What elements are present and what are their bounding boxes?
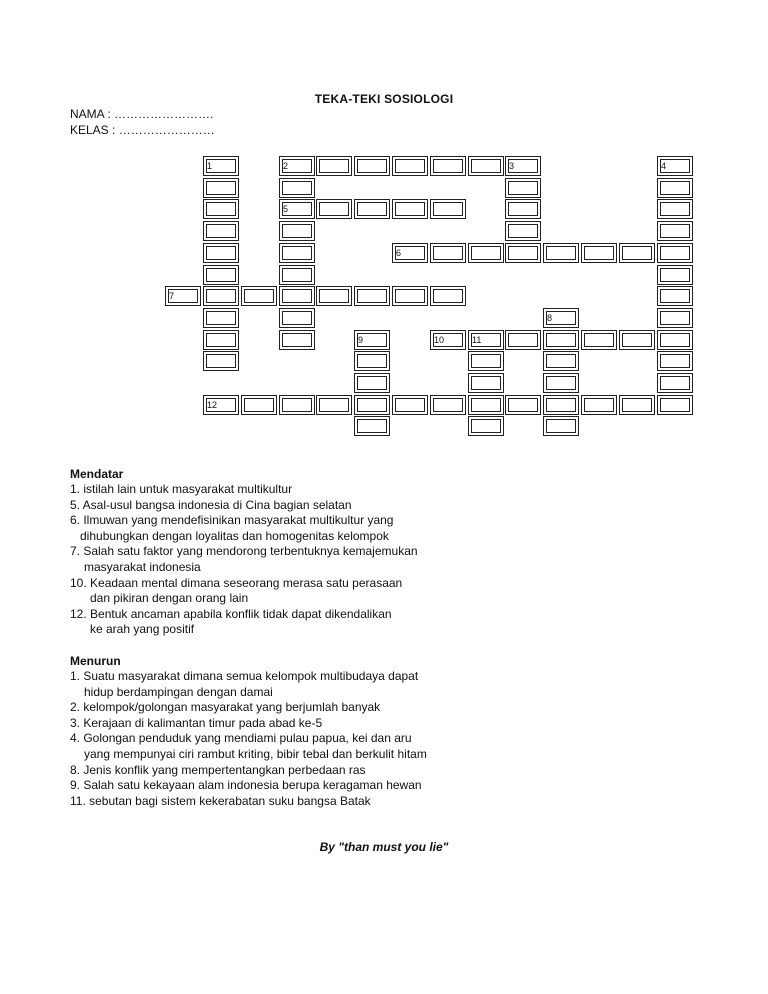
clue-number-label: 10: [434, 335, 445, 345]
crossword-cell[interactable]: [657, 199, 693, 219]
crossword-cell[interactable]: [316, 156, 352, 176]
crossword-cell[interactable]: [316, 286, 352, 306]
crossword-cell[interactable]: [543, 243, 579, 263]
crossword-cell[interactable]: [657, 156, 693, 176]
crossword-cell[interactable]: [354, 156, 390, 176]
clue-number-label: 12: [207, 400, 218, 410]
crossword-cell[interactable]: [392, 395, 428, 415]
crossword-cell[interactable]: [241, 395, 277, 415]
crossword-cell[interactable]: [392, 156, 428, 176]
clue-number-label: 11: [472, 335, 482, 345]
crossword-cell[interactable]: [505, 243, 541, 263]
crossword-cell[interactable]: [203, 395, 239, 415]
crossword-cell[interactable]: [354, 330, 390, 350]
crossword-cell[interactable]: [619, 395, 655, 415]
crossword-cell[interactable]: [657, 330, 693, 350]
down-clue: 8. Jenis konflik yang mempertentangkan perbedaan ras: [70, 762, 366, 777]
page-title: TEKA-TEKI SOSIOLOGI: [314, 92, 454, 106]
crossword-cell[interactable]: [657, 243, 693, 263]
down-heading: Menurun: [70, 654, 121, 668]
crossword-cell[interactable]: [468, 156, 504, 176]
across-clue-continuation: dan pikiran dengan orang lain: [90, 591, 249, 606]
crossword-cell[interactable]: [354, 199, 390, 219]
crossword-cell[interactable]: [279, 178, 315, 198]
crossword-cell[interactable]: [543, 330, 579, 350]
clue-number-label: 9: [358, 335, 364, 345]
crossword-cell[interactable]: [543, 351, 579, 371]
crossword-cell[interactable]: [203, 199, 239, 219]
crossword-cell[interactable]: [279, 265, 315, 285]
crossword-cell[interactable]: [543, 308, 579, 328]
crossword-cell[interactable]: [203, 330, 239, 350]
crossword-cell[interactable]: [316, 199, 352, 219]
crossword-cell[interactable]: [468, 395, 504, 415]
down-clue-continuation: hidup berdampingan dengan damai: [84, 684, 273, 699]
crossword-cell[interactable]: [657, 308, 693, 328]
crossword-cell[interactable]: [468, 330, 504, 350]
crossword-cell[interactable]: [543, 395, 579, 415]
crossword-cell[interactable]: [241, 286, 277, 306]
down-clue: 9. Salah satu kekayaan alam indonesia berupa keragaman hewan: [70, 778, 422, 793]
crossword-cell[interactable]: [581, 330, 617, 350]
crossword-cell[interactable]: [203, 286, 239, 306]
clue-number-label: 2: [283, 161, 289, 171]
crossword-cell[interactable]: [619, 243, 655, 263]
crossword-cell[interactable]: [619, 330, 655, 350]
crossword-cell[interactable]: [354, 351, 390, 371]
crossword-cell[interactable]: [354, 416, 390, 436]
crossword-cell[interactable]: [203, 243, 239, 263]
crossword-cell[interactable]: [279, 156, 315, 176]
crossword-cell[interactable]: [543, 373, 579, 393]
clue-number-label: 1: [207, 161, 213, 171]
crossword-cell[interactable]: [468, 351, 504, 371]
crossword-cell[interactable]: [165, 286, 201, 306]
crossword-cell[interactable]: [392, 286, 428, 306]
across-clue-continuation: masyarakat indonesia: [84, 559, 201, 574]
across-clue: 12. Bentuk ancaman apabila konflik tidak dapat dikendalikan: [70, 606, 392, 621]
crossword-cell[interactable]: [505, 330, 541, 350]
crossword-cell[interactable]: [354, 286, 390, 306]
crossword-cell[interactable]: [581, 395, 617, 415]
crossword-cell[interactable]: [505, 156, 541, 176]
across-clue-continuation: dihubungkan dengan loyalitas dan homogenitas kelompok: [80, 528, 389, 543]
crossword-cell[interactable]: [203, 265, 239, 285]
crossword-cell[interactable]: [392, 243, 428, 263]
crossword-cell[interactable]: [468, 373, 504, 393]
down-clues: [70, 653, 427, 809]
crossword-cell[interactable]: [279, 199, 315, 219]
crossword-cell[interactable]: [392, 199, 428, 219]
crossword-cell[interactable]: [430, 243, 466, 263]
clue-number-label: 7: [169, 291, 175, 301]
crossword-cell[interactable]: [430, 286, 466, 306]
crossword-cell[interactable]: [203, 178, 239, 198]
crossword-cell[interactable]: [505, 178, 541, 198]
crossword-cell[interactable]: [279, 221, 315, 241]
crossword-cell[interactable]: [657, 265, 693, 285]
crossword-cell[interactable]: [316, 395, 352, 415]
across-clue: 6. Ilmuwan yang mendefisinikan masyarakat multikultur yang: [70, 513, 394, 528]
crossword-cell[interactable]: [354, 373, 390, 393]
crossword-cell[interactable]: [657, 351, 693, 371]
crossword-cell[interactable]: [203, 351, 239, 371]
across-clue-continuation: ke arah yang positif: [90, 622, 195, 637]
crossword-cell[interactable]: [468, 416, 504, 436]
name-field: NAMA : …………………….: [70, 107, 214, 121]
clue-number-label: 8: [547, 313, 553, 323]
crossword-cell[interactable]: [468, 243, 504, 263]
crossword-cell[interactable]: [279, 243, 315, 263]
crossword-cell[interactable]: [657, 286, 693, 306]
across-clues: [70, 466, 418, 638]
crossword-cell[interactable]: [543, 416, 579, 436]
crossword-cell[interactable]: [657, 221, 693, 241]
across-heading: Mendatar: [70, 467, 124, 481]
crossword-cell[interactable]: [279, 308, 315, 328]
crossword-cell[interactable]: [657, 395, 693, 415]
clue-number-label: 3: [509, 161, 515, 171]
crossword-cell[interactable]: [505, 199, 541, 219]
down-clue: 1. Suatu masyarakat dimana semua kelompok multibudaya dapat: [70, 669, 419, 683]
down-clue: 2. kelompok/golongan masyarakat yang berjumlah banyak: [70, 700, 381, 715]
crossword-cell[interactable]: [430, 199, 466, 219]
crossword-cell[interactable]: [430, 395, 466, 415]
crossword-cell[interactable]: [354, 395, 390, 415]
clue-number-label: 4: [661, 161, 667, 171]
down-clue: 3. Kerajaan di kalimantan timur pada abad ke-5: [70, 715, 323, 730]
crossword-cell[interactable]: [203, 156, 239, 176]
crossword-cell[interactable]: [203, 308, 239, 328]
crossword-grid: [0, 0, 768, 450]
across-clue: 5. Asal-usul bangsa indonesia di Cina bagian selatan: [70, 497, 352, 512]
crossword-cell[interactable]: [203, 221, 239, 241]
across-clue: 7. Salah satu faktor yang mendorong terbentuknya kemajemukan: [70, 544, 418, 559]
clue-number-label: 5: [283, 204, 289, 214]
crossword-cell[interactable]: [505, 221, 541, 241]
crossword-cell[interactable]: [430, 156, 466, 176]
footer-credit: By "than must you lie": [319, 840, 449, 854]
crossword-cell[interactable]: [279, 395, 315, 415]
clue-number-label: 6: [396, 248, 402, 258]
crossword-cell[interactable]: [279, 286, 315, 306]
class-field: KELAS : ……………………: [70, 123, 215, 137]
crossword-cell[interactable]: [505, 395, 541, 415]
crossword-cell[interactable]: [581, 243, 617, 263]
crossword-cell[interactable]: [657, 373, 693, 393]
across-clue: 1. istilah lain untuk masyarakat multikultur: [70, 482, 293, 496]
down-clue: 4. Golongan penduduk yang mendiami pulau papua, kei dan aru: [70, 731, 412, 746]
crossword-cell[interactable]: [430, 330, 466, 350]
crossword-cell[interactable]: [279, 330, 315, 350]
across-clue: 10. Keadaan mental dimana seseorang merasa satu perasaan: [70, 575, 403, 590]
crossword-cell[interactable]: [657, 178, 693, 198]
down-clue: 11. sebutan bagi sistem kekerabatan suku bangsa Batak: [70, 793, 371, 808]
down-clue-continuation: yang mempunyai ciri rambut kriting, bibir tebal dan berkulit hitam: [84, 746, 427, 761]
